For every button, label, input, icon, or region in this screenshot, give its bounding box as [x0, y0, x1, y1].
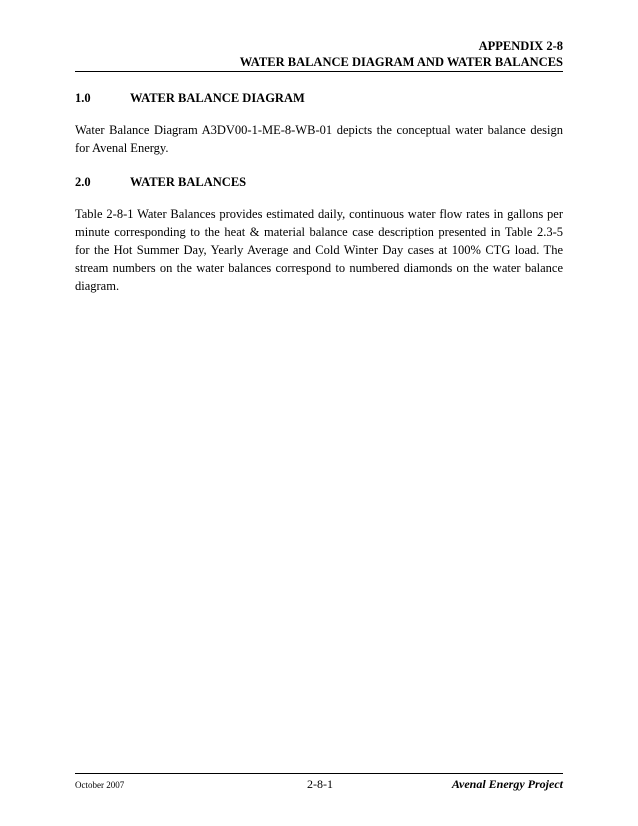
paragraph-line: for the Hot Summer Day, Yearly Average and Cold Winter Day cases at 100% CTG load. The	[75, 243, 563, 257]
footer-divider	[75, 773, 563, 774]
paragraph-line: for Avenal Energy.	[75, 141, 169, 155]
section-heading-2	[75, 174, 246, 190]
section-number: 1.0	[75, 91, 91, 105]
appendix-title: WATER BALANCE DIAGRAM AND WATER BALANCES	[239, 55, 563, 69]
section-1-paragraph	[75, 121, 563, 157]
project-name: Avenal Energy Project	[451, 777, 563, 791]
section-number: 2.0	[75, 175, 91, 189]
section-heading-1	[75, 90, 305, 106]
header-divider	[75, 71, 563, 72]
section-2-paragraph	[75, 205, 563, 295]
paragraph-line: minute corresponding to the heat & material balance case description presented in Table 2.3-5	[75, 225, 563, 239]
paragraph-line: Water Balance Diagram A3DV00-1-ME-8-WB-01 depicts the conceptual water balance design	[75, 123, 563, 137]
section-title: WATER BALANCES	[130, 175, 247, 189]
appendix-label: APPENDIX 2-8	[478, 39, 563, 53]
paragraph-line: Table 2-8-1 Water Balances provides estimated daily, continuous water flow rates in gallons per	[75, 207, 563, 221]
footer-date: October 2007	[75, 780, 125, 790]
paragraph-line: diagram.	[75, 279, 120, 293]
paragraph-line: stream numbers on the water balances correspond to numbered diamonds on the water balance	[75, 261, 563, 275]
page-header	[75, 38, 563, 70]
page-number: 2-8-1	[307, 777, 333, 791]
section-title: WATER BALANCE DIAGRAM	[130, 91, 305, 105]
